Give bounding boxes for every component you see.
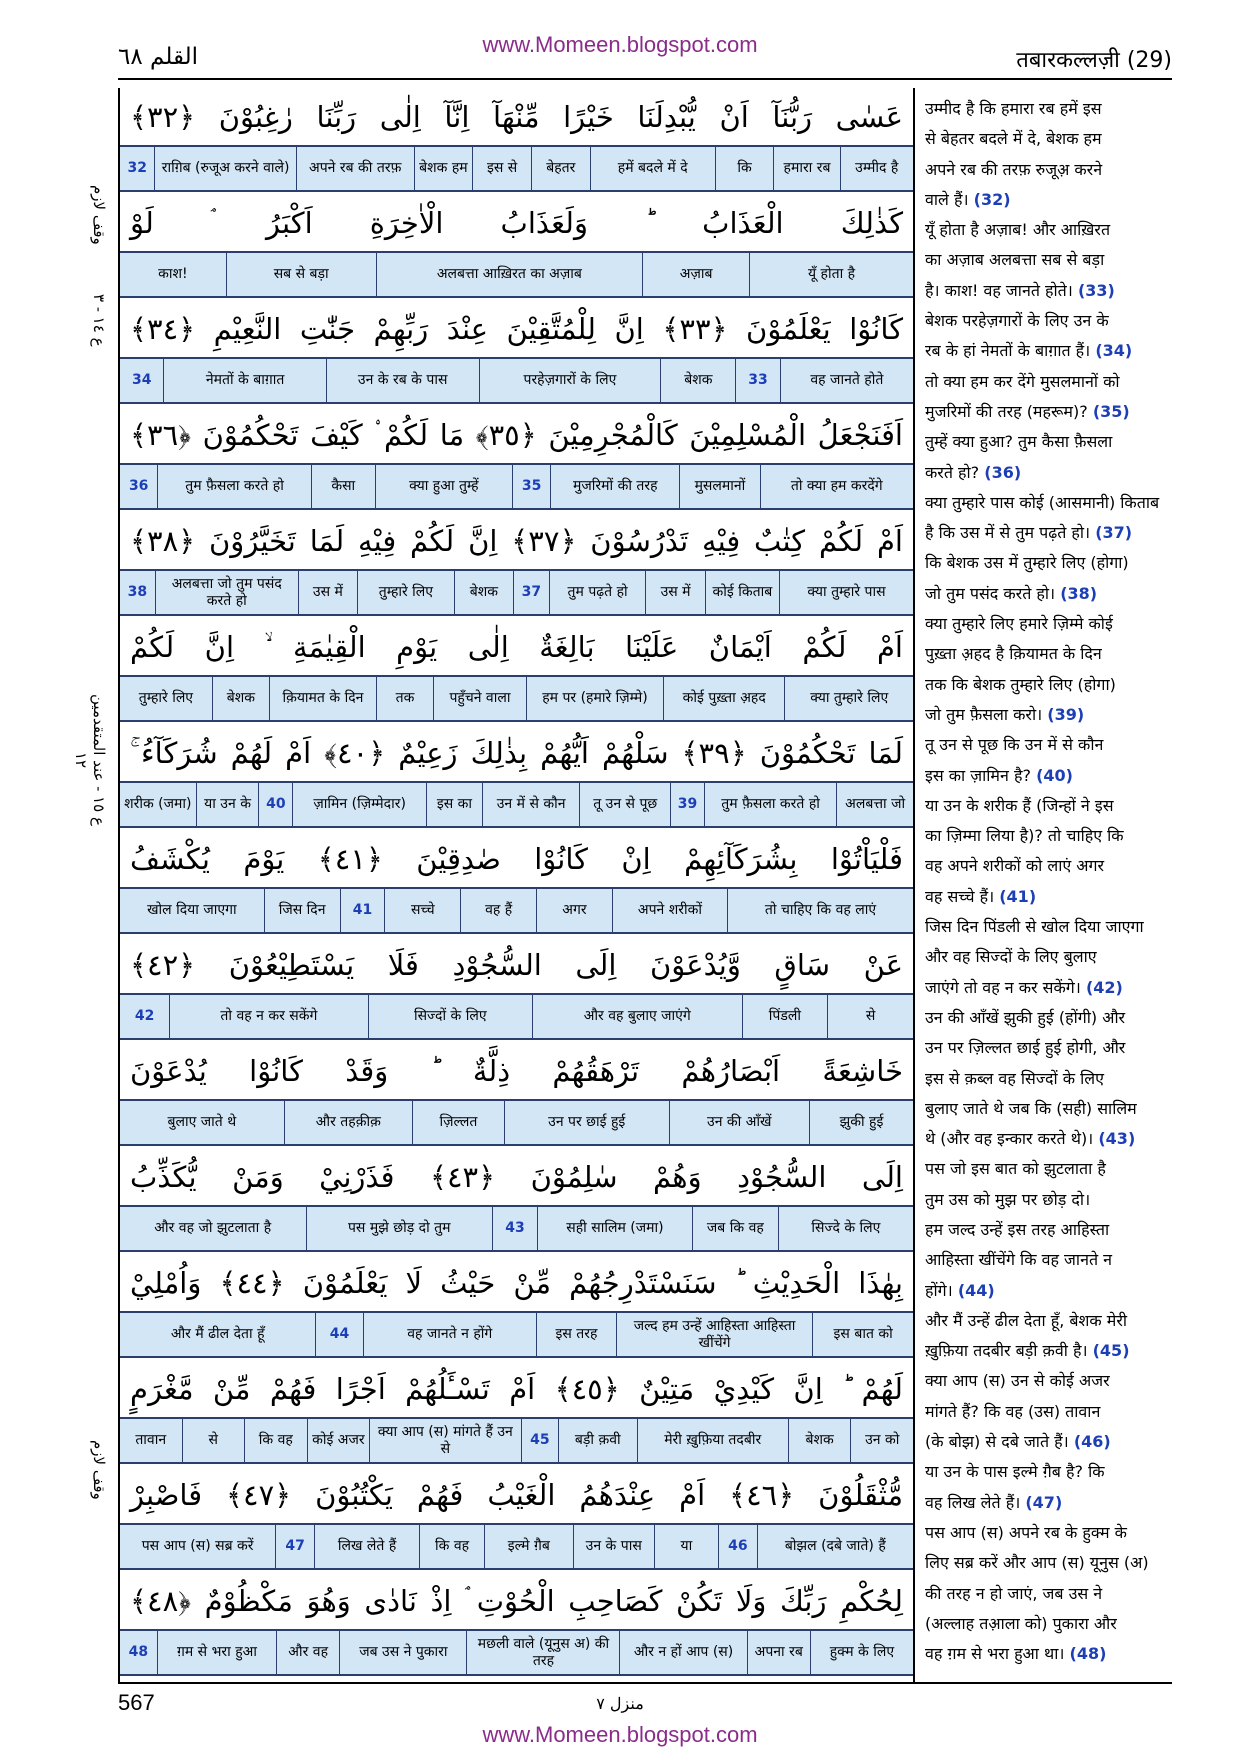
word-meaning: तुम पढ़ते हो (549, 571, 646, 614)
side-text-line (925, 1064, 1173, 1094)
side-text-line (925, 336, 1173, 366)
word-meaning: झुकी हुई (809, 1101, 913, 1144)
side-text: वह ग़म से भरा हुआ था। (925, 1644, 1065, 1664)
word-meaning: या (654, 1525, 718, 1568)
side-text: पस आप (स) अपने रब के हुक्म के (925, 1522, 1127, 1542)
side-text-line (925, 639, 1173, 669)
word-meaning: जब कि वह (692, 1207, 778, 1250)
word-meaning: खोल दिया जाएगा (147, 902, 237, 918)
verse-unit (120, 1042, 913, 1146)
word-translation-row (120, 1100, 913, 1146)
word-translation-row (120, 358, 913, 404)
word-meaning: बेशक हम (414, 147, 473, 190)
word-meaning: इस तरह (536, 1313, 616, 1356)
word-meaning: ज़िल्लत (412, 1101, 504, 1144)
side-text: है कि उस में से तुम पढ़ते हो। (925, 523, 1091, 543)
verse-unit (120, 1360, 913, 1464)
arabic-line: اَمْ لَكُمْ كِتٰبٌ فِيْهِ تَدْرُسُوْنَ ﴿٣٧﴾ اِنَّ لَكُمْ فِيْهِ لَمَا تَخَيَّرُوْنَ ﴿٣٨﴾ (120, 512, 913, 570)
verse-number: 44 (315, 1313, 362, 1356)
word-meaning: कि (715, 147, 774, 190)
side-text-line (925, 791, 1173, 821)
side-text: वह लिख लेते हैं। (925, 1492, 1021, 1512)
margin-note-3: ع ١٥ - عند المتقدمين ١٢ (72, 694, 108, 826)
word-meaning: उन के पास (573, 1525, 654, 1568)
word-meaning: तक (376, 677, 433, 720)
word-meaning: कोई पुख़्ता अ़हद (663, 677, 784, 720)
side-text: जाएंगे तो वह न कर सकेंगे। (925, 977, 1081, 997)
side-text: तू उन से पूछ कि उन में से कौन (925, 735, 1104, 755)
side-text-line (925, 1639, 1173, 1669)
verse-number: (32) (973, 189, 1011, 209)
verse-unit (120, 1572, 913, 1676)
verse-unit (120, 724, 913, 828)
arabic-line: اِلَى السُّجُوْدِ وَهُمْ سٰلِمُوْنَ ﴿٤٣﴾ فَذَرْنِيْ وَمَنْ يُّكَذِّبُ (120, 1148, 913, 1206)
side-text: क्या तुम्हारे पास कोई (आसमानी) किताब (925, 492, 1160, 512)
side-text-line (925, 94, 1173, 124)
word-meaning: सब से बड़ा (226, 253, 376, 296)
arabic-line: خَاشِعَةً اَبْصَارُهُمْ تَرْهَقُهُمْ ذِلَّةٌ ؕ وَقَدْ كَانُوْا يُدْعَوْنَ (120, 1042, 913, 1100)
verse-number: 38 (127, 584, 148, 600)
word-meaning: पिंडली (742, 995, 828, 1038)
word-translation-row (120, 570, 913, 616)
word-meaning: पस आप (स) सब्र करें (141, 1538, 254, 1554)
side-text: आहिस्ता खींचेंगे कि वह जानते न (925, 1250, 1113, 1270)
side-text-line (925, 185, 1173, 215)
verse-number: (45) (1092, 1341, 1130, 1361)
word-meaning: या उन के (196, 783, 259, 826)
side-text-line (925, 518, 1173, 548)
word-meaning: तुम फ़ैसला करते हो (157, 465, 310, 508)
verse-number: 33 (735, 359, 779, 402)
word-meaning: ग़म से भरा हुआ (157, 1631, 276, 1674)
side-text-line (925, 912, 1173, 942)
side-text: है। काश! वह जानते होते। (925, 280, 1073, 300)
word-meaning: जल्द हम उन्हें आहिस्ता आहिस्ता खींचेंगे (616, 1313, 812, 1356)
word-meaning: वह जानते न होंगे (363, 1313, 537, 1356)
word-meaning: मेरी ख़ुफ़िया तदबीर (637, 1419, 788, 1462)
side-text-line (925, 882, 1173, 912)
verse-number: (35) (1092, 401, 1130, 421)
verse-number: 35 (512, 465, 550, 508)
side-text: तक कि बेशक तुम्हारे लिए (होगा) (925, 674, 1116, 694)
side-text-line (925, 1427, 1173, 1457)
side-text-line (925, 1488, 1173, 1518)
side-text: क्या आप (स) उन से कोई अजर (925, 1371, 1110, 1391)
side-text: वह सच्चे हैं। (925, 886, 995, 906)
word-meaning: कि वह (419, 1525, 483, 1568)
margin-note-4: وقف لازم (90, 1440, 108, 1500)
side-text-line (925, 1518, 1173, 1548)
word-meaning: क्या आप (स) मांगते हैं उन से (369, 1419, 520, 1462)
word-meaning: यूँ होता है (749, 253, 913, 296)
word-meaning: अज़ाब (642, 253, 749, 296)
word-meaning: उस में (645, 571, 704, 614)
word-meaning: तो क्या हम करदेंगे (760, 465, 913, 508)
side-text: बेशक परहेज़गारों के लिए उन के (925, 311, 1109, 331)
verse-number: 47 (275, 1525, 314, 1568)
word-translation-row (120, 464, 913, 510)
word-translation-row (120, 994, 913, 1040)
verse-unit (120, 406, 913, 510)
verse-number: 42 (134, 1008, 155, 1024)
verse-unit (120, 88, 913, 192)
word-meaning: तुम्हारे लिए (357, 571, 454, 614)
verse-number: 39 (670, 783, 704, 826)
side-text-line (925, 1215, 1173, 1245)
top-rule (118, 78, 1172, 80)
word-meaning: बेशक (788, 1419, 851, 1462)
word-meaning: मछली वाले (यूनुस अ) की तरह (466, 1631, 619, 1674)
side-text-line (925, 942, 1173, 972)
side-text-line (925, 1548, 1173, 1578)
side-text: मांगते हैं? कि वह (उस) तावान (925, 1401, 1101, 1421)
side-text: उन की आँखें झुकी हुई (होंगी) और (925, 1007, 1126, 1027)
bottom-rule (118, 1682, 1172, 1684)
side-text-line (925, 306, 1173, 336)
side-text: या उन के शरीक हैं (जिन्हों ने इस (925, 795, 1114, 815)
word-meaning: उन के रब के पास (326, 359, 479, 402)
side-text-line (925, 1276, 1173, 1306)
word-meaning: कोई किताब (705, 571, 779, 614)
side-text: उन पर ज़िल्लत छाई हुई होगी, और (925, 1038, 1126, 1058)
word-meaning: तुम फ़ैसला करते हो (704, 783, 836, 826)
verse-number: (48) (1069, 1644, 1107, 1664)
word-meaning: वह जानते होते (780, 359, 913, 402)
verse-number: 36 (128, 478, 149, 494)
word-meaning: से (182, 1419, 245, 1462)
word-translation-row (120, 252, 913, 298)
side-text: बुलाए जाते थे जब कि (सही) सालिम (925, 1098, 1137, 1118)
verse-number: 40 (258, 783, 292, 826)
side-text: करते हो? (925, 462, 980, 482)
side-text-line (925, 397, 1173, 427)
verse-number: (41) (999, 886, 1037, 906)
side-translation (925, 94, 1173, 1669)
side-text-line (925, 276, 1173, 306)
word-meaning: अलबत्ता जो (836, 783, 913, 826)
side-text-line (925, 700, 1173, 730)
word-meaning: शरीक (जमा) (124, 796, 192, 812)
arabic-line: لَمَا تَحْكُمُوْنَ ﴿٣٩﴾ سَلْهُمْ اَيُّهُمْ بِذٰلِكَ زَعِيْمٌ ﴿٤٠﴾ اَمْ لَهُمْ شُرَكَآءُ ۚ (120, 724, 913, 782)
side-text: का अज़ाब अलबत्ता सब से बड़ा (925, 250, 1105, 270)
website-footer: www.Momeen.blogspot.com (482, 1722, 758, 1747)
verse-unit (120, 512, 913, 616)
verse-number: (47) (1025, 1492, 1063, 1512)
word-meaning: इल्मे ग़ैब (484, 1525, 573, 1568)
verse-unit (120, 194, 913, 298)
word-meaning: तावान (135, 1432, 167, 1448)
arabic-line: لِحُكْمِ رَبِّكَ وَلَا تَكُنْ كَصَاحِبِ الْحُوْتِ ۘ اِذْ نَادٰى وَهُوَ مَكْظُوْمٌ ﴿٤٨﴾ (120, 1572, 913, 1630)
word-meaning: जिस दिन (264, 889, 340, 932)
word-translation-row (120, 782, 913, 828)
side-text: होंगे। (925, 1280, 953, 1300)
website-header: www.Momeen.blogspot.com (482, 32, 758, 57)
word-meaning: उन में से कौन (482, 783, 580, 826)
word-meaning: तो वह न कर सकेंगे (169, 995, 367, 1038)
verse-unit (120, 618, 913, 722)
side-text: क्या तुम्हारे लिए हमारे ज़िम्मे कोई (925, 614, 1113, 634)
verse-number: (40) (1036, 765, 1073, 785)
side-text: मुजरिमों की तरह (महरूम)? (925, 401, 1088, 421)
side-text-line (925, 761, 1173, 791)
side-text-line (925, 155, 1173, 185)
side-text-line (925, 670, 1173, 700)
word-meaning: और मैं ढील देता हूँ (170, 1326, 265, 1342)
side-text: ख़ुफ़िया तदबीर बड़ी क़वी है। (925, 1341, 1088, 1361)
side-text: वह अपने शरीकों को लाएं अगर (925, 856, 1105, 876)
side-text: और वह सिज्दों के लिए बुलाए (925, 947, 1097, 967)
side-text-line (925, 367, 1173, 397)
side-text: की तरह न हो जाएं, जब उस ने (925, 1583, 1103, 1603)
word-translation-row (120, 888, 913, 934)
side-text-line (925, 821, 1173, 851)
verse-number: 48 (128, 1644, 149, 1660)
side-text: रब के हां नेमतों के बाग़ात हैं। (925, 341, 1091, 361)
word-meaning: उन को (850, 1419, 913, 1462)
side-text: वाले हैं। (925, 189, 969, 209)
side-text-line (925, 609, 1173, 639)
verse-number: (46) (1073, 1432, 1111, 1452)
arabic-line: عَنْ سَاقٍ وَّيُدْعَوْنَ اِلَى السُّجُوْدِ فَلَا يَسْتَطِيْعُوْنَ ﴿٤٢﴾ (120, 936, 913, 994)
verse-number: (36) (984, 462, 1022, 482)
word-meaning: अपने रब की तरफ़ (296, 147, 414, 190)
word-meaning: इस से (472, 147, 531, 190)
word-meaning: राग़िब (रुजूअ करने वाले) (154, 147, 295, 190)
side-text-line (925, 1579, 1173, 1609)
word-meaning: अगर (536, 889, 612, 932)
verse-number: 41 (340, 889, 385, 932)
word-meaning: बड़ी क़वी (558, 1419, 636, 1462)
verse-number: (33) (1077, 280, 1115, 300)
word-meaning: क्या तुम्हारे लिए (784, 677, 913, 720)
word-meaning: तू उन से पूछ (579, 783, 670, 826)
word-meaning: और वह जो झुटलाता है (154, 1220, 272, 1236)
side-text-line (925, 124, 1173, 154)
arabic-line: عَسٰى رَبُّنَآ اَنْ يُّبْدِلَنَا خَيْرًا مِّنْهَآ اِنَّآ اِلٰى رَبِّنَا رٰغِبُوْنَ ﴿٣٢﴾ (120, 88, 913, 146)
side-text-line (925, 1245, 1173, 1275)
verse-number: (34) (1095, 341, 1133, 361)
word-meaning: उम्मीद है (840, 147, 913, 190)
verse-unit (120, 1148, 913, 1252)
side-text: कि बेशक उस में तुम्हारे लिए (होगा) (925, 553, 1129, 573)
verse-unit (120, 830, 913, 934)
side-text: हम जल्द उन्हें इस तरह आहिस्ता (925, 1219, 1110, 1239)
verse-number: (43) (1098, 1129, 1136, 1149)
arabic-line: لَهُمْ ؕ اِنَّ كَيْدِيْ مَتِيْنٌ ﴿٤٥﴾ اَمْ تَسْـَٔلُهُمْ اَجْرًا فَهُمْ مِّنْ مَّغْرَمٍ (120, 1360, 913, 1418)
verse-number: 43 (492, 1207, 537, 1250)
side-text: (अल्लाह तआ़ला को) पुकारा और (925, 1613, 1117, 1633)
side-text-line (925, 215, 1173, 245)
word-meaning: अपना रब (747, 1631, 810, 1674)
side-text-line (925, 1003, 1173, 1033)
word-meaning: बेशक (212, 677, 269, 720)
side-text-line (925, 1457, 1173, 1487)
word-translation-row (120, 676, 913, 722)
side-text-line (925, 458, 1173, 488)
word-meaning: जब उस ने पुकारा (339, 1631, 466, 1674)
word-translation-row (120, 1418, 913, 1464)
word-meaning: तुम्हारे लिए (138, 690, 194, 706)
word-meaning: अलबत्ता जो तुम पसंद करते हो (155, 571, 298, 614)
word-meaning: अलबत्ता आख़िरत का अज़ाब (376, 253, 643, 296)
verse-number: (44) (957, 1280, 995, 1300)
para-header: तबारकल्लज़ी (29) (1016, 48, 1172, 73)
word-meaning: हम पर (हमारे ज़िम्मे) (526, 677, 663, 720)
word-meaning: लिख लेते हैं (314, 1525, 419, 1568)
verse-unit (120, 936, 913, 1040)
word-meaning: बेशक (660, 359, 735, 402)
translation-grid (118, 88, 915, 1682)
side-text: यूँ होता है अज़ाब! और आख़िरत (925, 220, 1111, 240)
arabic-line: مُّثْقَلُوْنَ ﴿٤٦﴾ اَمْ عِنْدَهُمُ الْغَيْبُ فَهُمْ يَكْتُبُوْنَ ﴿٤٧﴾ فَاصْبِرْ (120, 1466, 913, 1524)
side-text-line (925, 1124, 1173, 1154)
side-text: (के बोझ) से दबे जाते हैं। (925, 1432, 1069, 1452)
side-text: इस से क़ब्ल वह सिज्दों के लिए (925, 1068, 1104, 1088)
side-text-line (925, 851, 1173, 881)
side-text: थे (और वह इन्कार करते थे)। (925, 1129, 1094, 1149)
arabic-line: كَانُوْا يَعْلَمُوْنَ ﴿٣٣﴾ اِنَّ لِلْمُتَّقِيْنَ عِنْدَ رَبِّهِمْ جَنّٰتِ النَّعِيْمِ ﴿٣٤﴾ (120, 300, 913, 358)
side-text: जिस दिन पिंडली से खोल दिया जाएगा (925, 917, 1144, 937)
side-text: पुख़्ता अ़हद है क़ियामत के दिन (925, 644, 1102, 664)
side-text: इस का ज़ामिन है? (925, 765, 1031, 785)
arabic-line: اَمْ لَكُمْ اَيْمَانٌ عَلَيْنَا بَالِغَةٌ اِلٰى يَوْمِ الْقِيٰمَةِ ۙ اِنَّ لَكُمْ (120, 618, 913, 676)
word-meaning: बेहतर (531, 147, 590, 190)
side-text-line (925, 1033, 1173, 1063)
side-text-line (925, 1336, 1173, 1366)
side-text: अपने रब की तरफ़ रुजूअ़ करने (925, 159, 1103, 179)
word-meaning: बोझल (दबे जाते) हैं (757, 1525, 913, 1568)
word-meaning: उन पर छाई हुई (504, 1101, 669, 1144)
side-text-line (925, 548, 1173, 578)
side-text: तो क्या हम कर देंगे मुसलमानों को (925, 371, 1120, 391)
side-text-line (925, 1366, 1173, 1396)
word-meaning: इस का (426, 783, 482, 826)
verse-number: 46 (718, 1525, 757, 1568)
margin-note-1: وقف لازم (90, 185, 108, 245)
surah-header: القلم ٦٨ (118, 44, 198, 70)
side-text-line (925, 579, 1173, 609)
margin-note-2: ع ١٤ - ٣ (90, 293, 108, 347)
word-meaning: उस में (298, 571, 357, 614)
word-meaning: तो चाहिए कि वह लाएं (727, 889, 913, 932)
word-meaning: और न हों आप (स) (619, 1631, 746, 1674)
word-translation-row (120, 1206, 913, 1252)
verse-number: 32 (127, 160, 147, 176)
word-meaning: अपने शरीकों (612, 889, 727, 932)
word-meaning: सिज्दे के लिए (778, 1207, 913, 1250)
word-meaning: बेशक (454, 571, 513, 614)
side-text: जो तुम पसंद करते हो। (925, 583, 1056, 603)
verse-unit (120, 300, 913, 404)
word-meaning: मुजरिमों की तरह (550, 465, 679, 508)
word-meaning: से (827, 995, 913, 1038)
word-meaning: सिज्दों के लिए (368, 995, 532, 1038)
side-text: से बेहतर बदले में दे, बेशक हम (925, 129, 1102, 149)
side-text: जो तुम फ़ैसला करो। (925, 704, 1043, 724)
verse-unit (120, 1254, 913, 1358)
word-meaning: वह हैं (460, 889, 536, 932)
word-translation-row (120, 146, 913, 192)
verse-number: 37 (513, 571, 549, 614)
arabic-line: كَذٰلِكَ الْعَذَابُ ؕ وَلَعَذَابُ الْاٰخِرَةِ اَكْبَرُ ۘ لَوْ (120, 194, 913, 252)
word-meaning: और तहक़ीक़ (284, 1101, 412, 1144)
side-text: पस जो इस बात को झुटलाता है (925, 1159, 1106, 1179)
side-text: तुम उस को मुझ पर छोड़ दो। (925, 1189, 1091, 1209)
word-meaning: क़ियामत के दिन (269, 677, 376, 720)
side-text-line (925, 1185, 1173, 1215)
verse-number: 34 (131, 372, 152, 388)
word-meaning: ज़ामिन (ज़िम्मेदार) (292, 783, 426, 826)
word-meaning: इस बात को (812, 1313, 913, 1356)
word-meaning: उन की आँखें (669, 1101, 809, 1144)
word-meaning: मुसलमानों (679, 465, 759, 508)
word-meaning: और वह बुलाए जाएंगे (532, 995, 741, 1038)
word-meaning: हमें बदले में दे (590, 147, 715, 190)
side-text-line (925, 730, 1173, 760)
side-text-line (925, 488, 1173, 518)
side-text-line (925, 1094, 1173, 1124)
side-text: लिए सब्र करें और आप (स) यूनुस (अ) (925, 1553, 1149, 1573)
word-meaning: क्या तुम्हारे पास (779, 571, 913, 614)
word-meaning: पहुँचने वाला (433, 677, 526, 720)
word-meaning: कि वह (244, 1419, 307, 1462)
word-meaning: कोई अजर (307, 1419, 370, 1462)
word-translation-row (120, 1630, 913, 1676)
side-text: उम्मीद है कि हमारा रब हमें इस (925, 99, 1102, 118)
word-meaning: कैसा (311, 465, 375, 508)
side-text-line (925, 1306, 1173, 1336)
word-meaning: सही सालिम (जमा) (537, 1207, 692, 1250)
side-text: या उन के पास इल्मे ग़ैब है? कि (925, 1462, 1105, 1482)
side-text-line (925, 427, 1173, 457)
word-meaning: काश! (158, 266, 188, 282)
word-translation-row (120, 1524, 913, 1570)
page-number: 567 (118, 1690, 155, 1715)
verse-number: (37) (1095, 523, 1133, 543)
manzil-label: منزل ٧ (596, 1694, 644, 1713)
verse-unit (120, 1466, 913, 1570)
word-meaning: नेमतों के बाग़ात (163, 359, 325, 402)
word-meaning: पस मुझे छोड़ दो तुम (306, 1207, 493, 1250)
word-meaning: हमारा रब (773, 147, 839, 190)
word-meaning: सच्चे (384, 889, 460, 932)
arabic-line: بِهٰذَا الْحَدِيْثِ ؕ سَنَسْتَدْرِجُهُمْ مِّنْ حَيْثُ لَا يَعْلَمُوْنَ ﴿٤٤﴾ وَاُمْلِيْ (120, 1254, 913, 1312)
verse-number: (38) (1060, 583, 1098, 603)
word-meaning: और वह (276, 1631, 339, 1674)
side-text-line (925, 1154, 1173, 1184)
word-meaning: बुलाए जाते थे (167, 1114, 237, 1130)
word-translation-row (120, 1312, 913, 1358)
side-text-line (925, 1397, 1173, 1427)
side-text: का ज़िम्मा लिया है)? तो चाहिए कि (925, 826, 1124, 846)
arabic-line: فَلْيَاْتُوْا بِشُرَكَآئِهِمْ اِنْ كَانُوْا صٰدِقِيْنَ ﴿٤١﴾ يَوْمَ يُكْشَفُ (120, 830, 913, 888)
word-meaning: परहेज़गारों के लिए (479, 359, 661, 402)
verse-number: 45 (521, 1419, 559, 1462)
side-text-line (925, 973, 1173, 1003)
side-text: तुम्हें क्या हुआ? तुम कैसा फ़ैसला (925, 432, 1113, 452)
side-text-line (925, 245, 1173, 275)
verse-number: (39) (1047, 704, 1085, 724)
side-text-line (925, 1609, 1173, 1639)
word-meaning: क्या हुआ तुम्हें (375, 465, 512, 508)
side-text: और मैं उन्हें ढील देता हूँ, बेशक मेरी (925, 1310, 1128, 1330)
arabic-line: اَفَنَجْعَلُ الْمُسْلِمِيْنَ كَالْمُجْرِمِيْنَ ﴿٣٥﴾ مَا لَكُمْ ۟ كَيْفَ تَحْكُمُوْنَ ﴿٣٦﴾ (120, 406, 913, 464)
word-meaning: हुक्म के लिए (810, 1631, 913, 1674)
verse-number: (42) (1085, 977, 1123, 997)
